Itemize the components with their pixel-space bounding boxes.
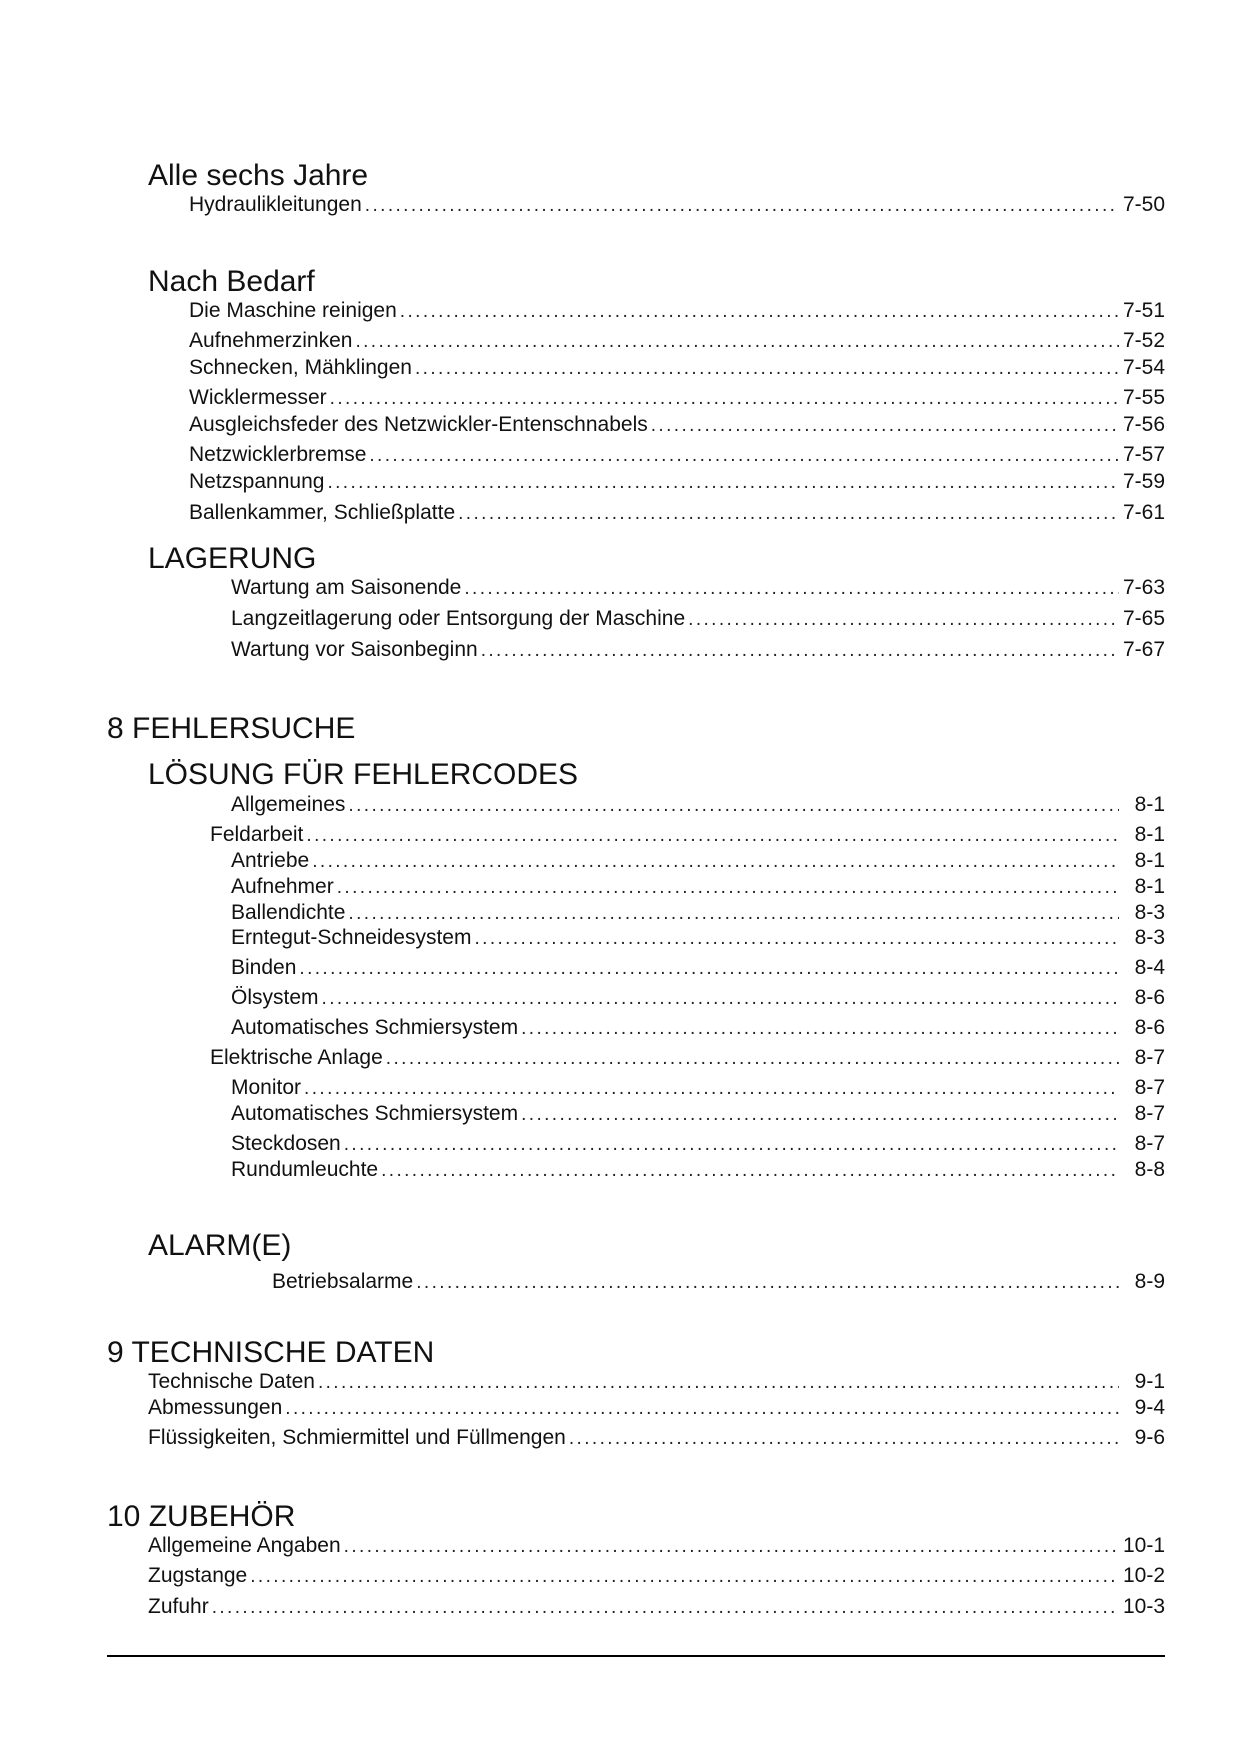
toc-entry-page: 7-61 <box>1122 501 1165 524</box>
toc-entry-title: Erntegut-Schneidesystem <box>231 926 472 949</box>
toc-entry-page: 8-7 <box>1134 1132 1165 1155</box>
toc-entry-page: 8-1 <box>1134 849 1165 872</box>
toc-entry-page: 8-7 <box>1134 1076 1165 1099</box>
dot-leader <box>250 1564 1119 1590</box>
dot-leader <box>369 443 1119 469</box>
dot-leader <box>348 793 1119 819</box>
toc-entry-title: Allgemeines <box>231 793 346 816</box>
toc-entry-page: 7-57 <box>1122 443 1165 466</box>
toc-entry[interactable] <box>231 575 1165 602</box>
toc-entry[interactable] <box>189 469 1165 496</box>
toc-entry-page: 8-7 <box>1134 1102 1165 1125</box>
toc-entry-title: Zugstange <box>148 1564 248 1587</box>
toc-entry-title: Automatisches Schmiersystem <box>231 1016 519 1039</box>
dot-leader <box>381 1158 1119 1184</box>
toc-entry-page: 8-3 <box>1134 901 1165 924</box>
dot-leader <box>330 386 1119 412</box>
toc-entry-page: 8-6 <box>1134 986 1165 1009</box>
toc-entry-page: 7-51 <box>1122 299 1165 322</box>
toc-entry[interactable] <box>189 328 1165 355</box>
toc-entry-page: 7-56 <box>1122 413 1165 436</box>
toc-entry[interactable] <box>231 1131 1165 1158</box>
toc-entry[interactable] <box>231 606 1165 633</box>
dot-leader <box>416 1270 1119 1296</box>
dot-leader <box>521 1102 1119 1128</box>
toc-entry[interactable] <box>148 1425 1165 1452</box>
toc-entry[interactable] <box>231 1101 1165 1128</box>
section-heading: Nach Bedarf <box>148 265 315 298</box>
toc-entry[interactable] <box>231 792 1165 819</box>
toc-entry-title: Feldarbeit <box>210 823 304 846</box>
toc-entry-title: Antriebe <box>231 849 310 872</box>
toc-entry-title: Netzwicklerbremse <box>189 443 367 466</box>
toc-entry-page: 8-1 <box>1134 823 1165 846</box>
dot-leader <box>306 823 1119 849</box>
toc-entry-title: Binden <box>231 956 297 979</box>
dot-leader <box>344 1534 1119 1560</box>
toc-entry-page: 8-9 <box>1134 1270 1165 1293</box>
dot-leader <box>304 1076 1119 1102</box>
dot-leader <box>212 1595 1119 1621</box>
toc-entry-title: Zufuhr <box>148 1595 209 1618</box>
toc-entry[interactable] <box>231 900 1165 927</box>
toc-entry-page: 8-7 <box>1134 1046 1165 1069</box>
toc-entry[interactable] <box>210 1045 1165 1072</box>
toc-entry[interactable] <box>189 500 1165 527</box>
dot-leader <box>688 607 1119 633</box>
toc-entry-page: 10-1 <box>1122 1534 1165 1557</box>
toc-entry-page: 8-3 <box>1134 926 1165 949</box>
toc-entry-title: Rundumleuchte <box>231 1158 379 1181</box>
toc-entry-page: 7-63 <box>1122 576 1165 599</box>
toc-entry-page: 8-4 <box>1134 956 1165 979</box>
dot-leader <box>481 638 1119 664</box>
toc-entry-title: Monitor <box>231 1076 302 1099</box>
toc-entry-title: Wartung vor Saisonbeginn <box>231 638 478 661</box>
toc-entry-title: Aufnehmerzinken <box>189 329 353 352</box>
toc-entry[interactable] <box>231 1015 1165 1042</box>
toc-entry[interactable] <box>148 1369 1165 1396</box>
toc-entry-title: Flüssigkeiten, Schmiermittel und Füllmengen <box>148 1426 566 1449</box>
dot-leader <box>651 413 1119 439</box>
dot-leader <box>386 1046 1119 1072</box>
dot-leader <box>344 1132 1119 1158</box>
toc-entry-title: Allgemeine Angaben <box>148 1534 341 1557</box>
toc-entry-title: Hydraulikleitungen <box>189 193 362 216</box>
toc-entry[interactable] <box>189 442 1165 469</box>
section-heading: LAGERUNG <box>148 542 317 575</box>
toc-entry[interactable] <box>231 925 1165 952</box>
toc-entry[interactable] <box>231 955 1165 982</box>
toc-entry-page: 7-54 <box>1122 356 1165 379</box>
section-heading: ALARM(E) <box>148 1229 292 1262</box>
toc-entry[interactable] <box>210 822 1165 849</box>
toc-entry[interactable] <box>189 385 1165 412</box>
dot-leader <box>327 470 1119 496</box>
toc-entry[interactable] <box>148 1533 1165 1560</box>
toc-entry[interactable] <box>189 298 1165 325</box>
chapter-heading: 8 FEHLERSUCHE <box>107 712 356 745</box>
dot-leader <box>285 1396 1119 1422</box>
toc-entry-title: Aufnehmer <box>231 875 334 898</box>
toc-entry-title: Ausgleichsfeder des Netzwickler-Entenschnabels <box>189 413 648 436</box>
toc-entry-page: 8-1 <box>1134 793 1165 816</box>
toc-entry[interactable] <box>148 1395 1165 1422</box>
toc-entry-page: 8-6 <box>1134 1016 1165 1039</box>
toc-entry-page: 7-50 <box>1122 193 1165 216</box>
dot-leader <box>464 576 1119 602</box>
toc-entry-page: 9-4 <box>1134 1396 1165 1419</box>
dot-leader <box>365 193 1119 219</box>
toc-entry-title: Langzeitlagerung oder Entsorgung der Maschine <box>231 607 686 630</box>
toc-entry-title: Ballendichte <box>231 901 346 924</box>
toc-entry[interactable] <box>272 1269 1165 1296</box>
toc-entry-page: 10-3 <box>1122 1595 1165 1618</box>
section-heading: LÖSUNG FÜR FEHLERCODES <box>148 758 579 791</box>
toc-entry-title: Automatisches Schmiersystem <box>231 1102 519 1125</box>
toc-entry-title: Betriebsalarme <box>272 1270 414 1293</box>
toc-entry-title: Technische Daten <box>148 1370 315 1393</box>
toc-entry-page: 9-6 <box>1134 1426 1165 1449</box>
toc-entry-title: Ölsystem <box>231 986 319 1009</box>
dot-leader <box>400 299 1119 325</box>
toc-entry[interactable] <box>148 1594 1165 1621</box>
toc-entry-page: 9-1 <box>1134 1370 1165 1393</box>
chapter-heading: 9 TECHNISCHE DATEN <box>107 1336 435 1369</box>
toc-entry[interactable] <box>148 1563 1165 1590</box>
toc-entry[interactable] <box>231 848 1165 875</box>
toc-entry-page: 8-8 <box>1134 1158 1165 1181</box>
toc-entry[interactable] <box>231 985 1165 1012</box>
toc-entry-page: 7-67 <box>1122 638 1165 661</box>
toc-entry[interactable] <box>231 1075 1165 1102</box>
toc-entry-page: 7-65 <box>1122 607 1165 630</box>
dot-leader <box>355 329 1119 355</box>
dot-leader <box>337 875 1119 901</box>
toc-entry[interactable] <box>189 355 1165 382</box>
toc-entry-title: Wartung am Saisonende <box>231 576 462 599</box>
toc-entry-page: 8-1 <box>1134 875 1165 898</box>
toc-entry-title: Netzspannung <box>189 470 325 493</box>
toc-entry-title: Elektrische Anlage <box>210 1046 383 1069</box>
toc-entry[interactable] <box>189 192 1165 219</box>
dot-leader <box>318 1370 1119 1396</box>
toc-entry[interactable] <box>231 1157 1165 1184</box>
toc-entry-title: Die Maschine reinigen <box>189 299 397 322</box>
chapter-heading: 10 ZUBEHÖR <box>107 1500 296 1533</box>
section-heading: Alle sechs Jahre <box>148 159 369 192</box>
toc-entry-title: Ballenkammer, Schließplatte <box>189 501 456 524</box>
toc-entry[interactable] <box>189 412 1165 439</box>
footer-rule <box>107 1655 1165 1657</box>
toc-entry-page: 10-2 <box>1122 1564 1165 1587</box>
toc-entry-page: 7-52 <box>1122 329 1165 352</box>
toc-entry[interactable] <box>231 637 1165 664</box>
toc-entry-title: Steckdosen <box>231 1132 341 1155</box>
dot-leader <box>299 956 1119 982</box>
toc-entry-title: Wicklermesser <box>189 386 327 409</box>
dot-leader <box>474 926 1119 952</box>
dot-leader <box>312 849 1119 875</box>
toc-entry-page: 7-59 <box>1122 470 1165 493</box>
dot-leader <box>569 1426 1119 1452</box>
dot-leader <box>415 356 1119 382</box>
toc-entry-title: Schnecken, Mähklingen <box>189 356 412 379</box>
toc-entry-page: 7-55 <box>1122 386 1165 409</box>
dot-leader <box>458 501 1119 527</box>
dot-leader <box>521 1016 1119 1042</box>
dot-leader <box>322 986 1119 1012</box>
toc-entry[interactable] <box>231 874 1165 901</box>
dot-leader <box>348 901 1119 927</box>
toc-entry-title: Abmessungen <box>148 1396 283 1419</box>
